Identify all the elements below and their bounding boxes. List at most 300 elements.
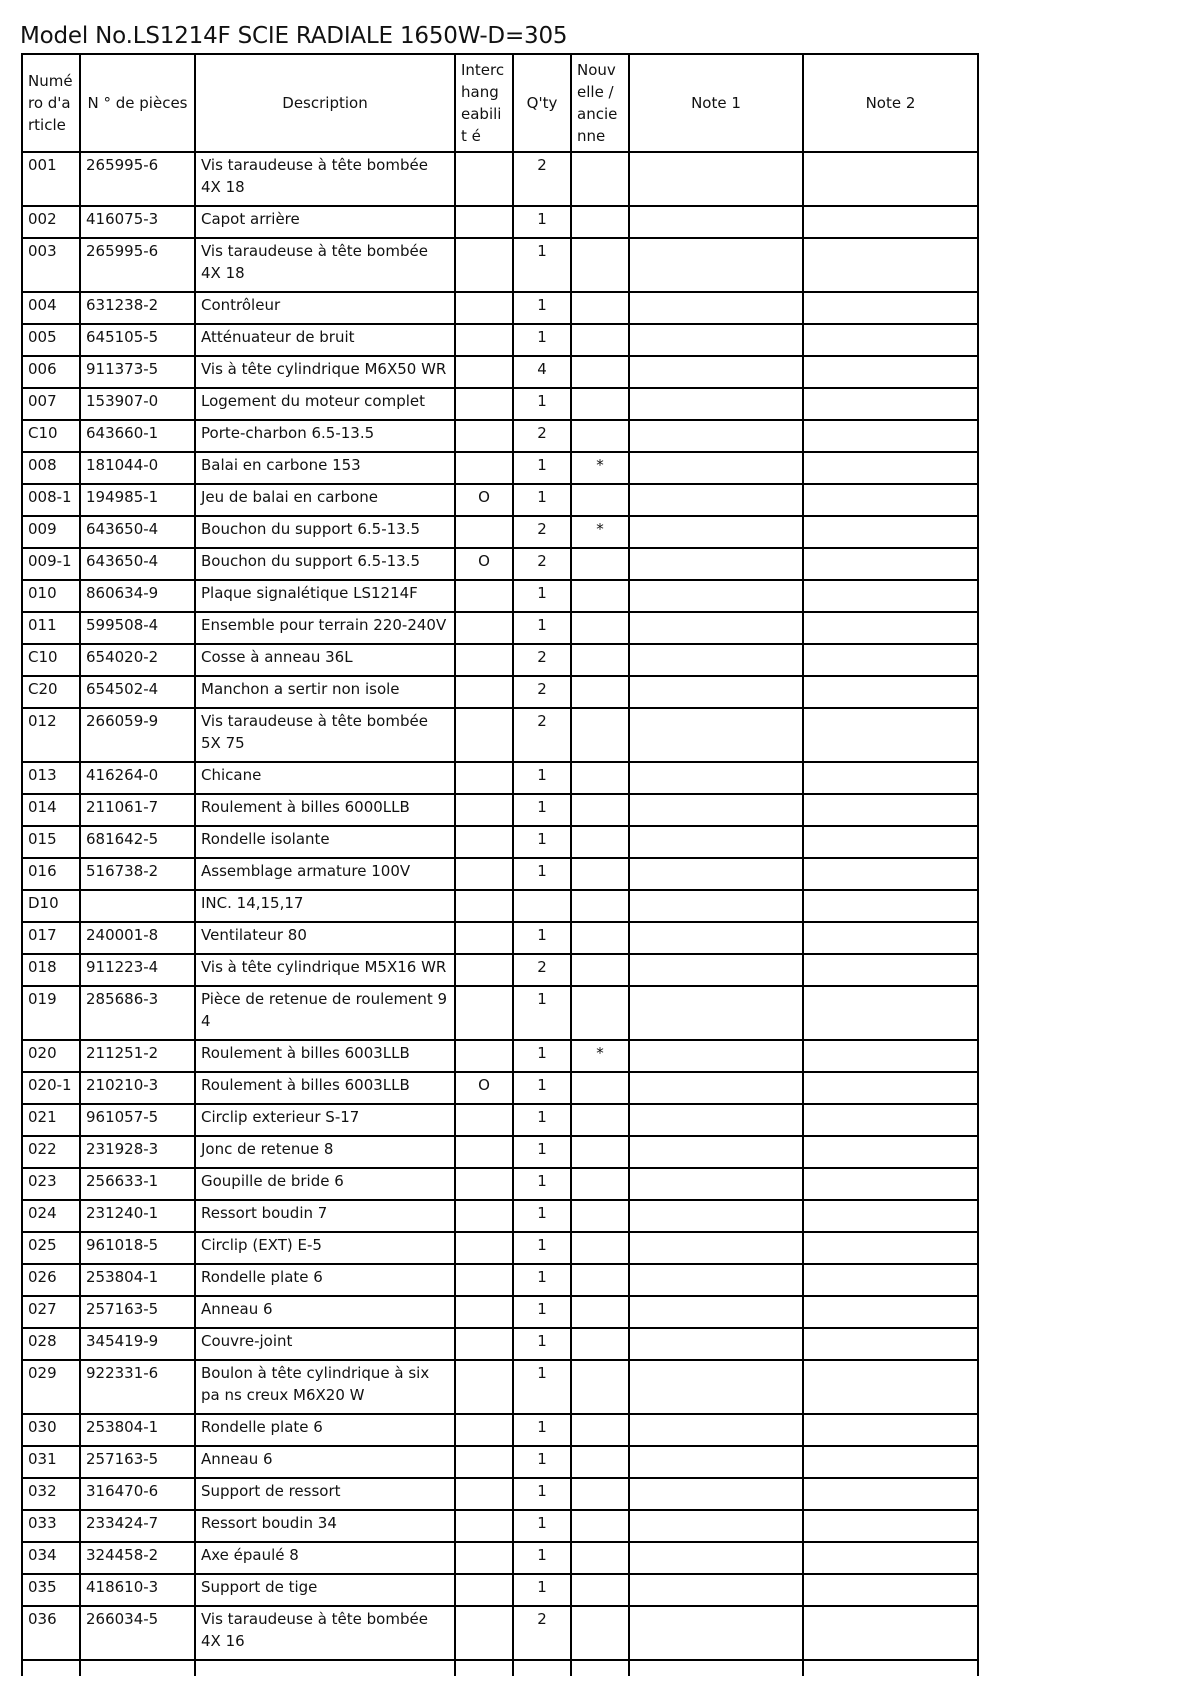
- part-number-cell: 681642-5: [80, 826, 195, 858]
- description-cell: Bouchon du support 6.5-13.5: [195, 516, 455, 548]
- note-2-cell: [803, 1574, 978, 1606]
- item-number-cell: D10: [22, 890, 80, 922]
- note-1-cell: [629, 826, 803, 858]
- part-number-cell: 256633-1: [80, 1168, 195, 1200]
- note-1-cell: [629, 1040, 803, 1072]
- item-number-cell: 022: [22, 1136, 80, 1168]
- interchangeability-cell: [455, 676, 513, 708]
- item-number-cell: 011: [22, 612, 80, 644]
- part-number-cell: 233424-7: [80, 1510, 195, 1542]
- quantity-cell: 1: [513, 1328, 571, 1360]
- new-old-cell: [571, 1478, 629, 1510]
- part-number-cell: 643650-4: [80, 516, 195, 548]
- table-row: [22, 152, 978, 206]
- quantity-cell: 2: [513, 708, 571, 762]
- note-1-cell: [629, 1168, 803, 1200]
- description-cell: Rondelle plate 6: [195, 1264, 455, 1296]
- description-cell: Ventilateur 80: [195, 922, 455, 954]
- item-number-cell: 002: [22, 206, 80, 238]
- note-2-cell: [803, 356, 978, 388]
- note-2-cell: [803, 1606, 978, 1660]
- note-1-cell: [629, 794, 803, 826]
- item-number-cell: 030: [22, 1414, 80, 1446]
- table-row: [22, 1040, 978, 1072]
- note-1-cell: [629, 484, 803, 516]
- item-number-cell: 009-1: [22, 548, 80, 580]
- item-number-cell: 032: [22, 1478, 80, 1510]
- table-row: [22, 238, 978, 292]
- interchangeability-cell: [455, 206, 513, 238]
- interchangeability-cell: [455, 1606, 513, 1660]
- empty-cell: [803, 1660, 978, 1676]
- quantity-cell: 1: [513, 324, 571, 356]
- item-number-cell: 035: [22, 1574, 80, 1606]
- description-cell: Ressort boudin 7: [195, 1200, 455, 1232]
- part-number-cell: 654502-4: [80, 676, 195, 708]
- parts-table: [21, 53, 979, 1676]
- note-2-cell: [803, 484, 978, 516]
- new-old-cell: [571, 1510, 629, 1542]
- new-old-cell: [571, 890, 629, 922]
- note-1-cell: [629, 1478, 803, 1510]
- note-2-cell: [803, 1296, 978, 1328]
- new-old-cell: [571, 794, 629, 826]
- part-number-cell: 240001-8: [80, 922, 195, 954]
- item-number-cell: 001: [22, 152, 80, 206]
- item-number-cell: 020: [22, 1040, 80, 1072]
- item-number-cell: 029: [22, 1360, 80, 1414]
- header-item-number: Numé ro d'a rticle: [22, 54, 80, 152]
- interchangeability-cell: [455, 1328, 513, 1360]
- item-number-cell: 024: [22, 1200, 80, 1232]
- note-1-cell: [629, 152, 803, 206]
- table-row: [22, 1510, 978, 1542]
- description-cell: Vis taraudeuse à tête bombée 4X 18: [195, 152, 455, 206]
- note-2-cell: [803, 1328, 978, 1360]
- note-1-cell: [629, 324, 803, 356]
- header-quantity: Q'ty: [513, 54, 571, 152]
- table-row: [22, 1072, 978, 1104]
- description-cell: Roulement à billes 6003LLB: [195, 1040, 455, 1072]
- item-number-cell: 007: [22, 388, 80, 420]
- note-2-cell: [803, 1264, 978, 1296]
- quantity-cell: 1: [513, 580, 571, 612]
- table-row: [22, 762, 978, 794]
- quantity-cell: 1: [513, 292, 571, 324]
- item-number-cell: 027: [22, 1296, 80, 1328]
- quantity-cell: 1: [513, 986, 571, 1040]
- new-old-cell: [571, 1542, 629, 1574]
- quantity-cell: [513, 890, 571, 922]
- table-row: [22, 1264, 978, 1296]
- item-number-cell: 023: [22, 1168, 80, 1200]
- quantity-cell: 1: [513, 452, 571, 484]
- table-row: [22, 580, 978, 612]
- table-row: [22, 986, 978, 1040]
- quantity-cell: 1: [513, 1542, 571, 1574]
- quantity-cell: 1: [513, 612, 571, 644]
- table-row: [22, 1446, 978, 1478]
- note-2-cell: [803, 1072, 978, 1104]
- note-2-cell: [803, 794, 978, 826]
- note-1-cell: [629, 986, 803, 1040]
- interchangeability-cell: [455, 1200, 513, 1232]
- part-number-cell: 345419-9: [80, 1328, 195, 1360]
- part-number-cell: 153907-0: [80, 388, 195, 420]
- new-old-cell: [571, 1360, 629, 1414]
- part-number-cell: 211251-2: [80, 1040, 195, 1072]
- note-1-cell: [629, 1200, 803, 1232]
- item-number-cell: 005: [22, 324, 80, 356]
- quantity-cell: 2: [513, 420, 571, 452]
- description-cell: Rondelle plate 6: [195, 1414, 455, 1446]
- interchangeability-cell: [455, 420, 513, 452]
- quantity-cell: 2: [513, 548, 571, 580]
- item-number-cell: 016: [22, 858, 80, 890]
- new-old-cell: [571, 922, 629, 954]
- description-cell: Manchon a sertir non isole: [195, 676, 455, 708]
- quantity-cell: 1: [513, 1446, 571, 1478]
- part-number-cell: 265995-6: [80, 238, 195, 292]
- new-old-cell: *: [571, 1040, 629, 1072]
- note-1-cell: [629, 1296, 803, 1328]
- table-row: [22, 858, 978, 890]
- note-2-cell: [803, 1414, 978, 1446]
- quantity-cell: 1: [513, 1478, 571, 1510]
- quantity-cell: 1: [513, 1232, 571, 1264]
- note-1-cell: [629, 548, 803, 580]
- interchangeability-cell: [455, 1104, 513, 1136]
- empty-cell: [22, 1660, 80, 1676]
- new-old-cell: [571, 292, 629, 324]
- new-old-cell: [571, 580, 629, 612]
- quantity-cell: 1: [513, 1168, 571, 1200]
- description-cell: Circlip exterieur S-17: [195, 1104, 455, 1136]
- part-number-cell: 257163-5: [80, 1296, 195, 1328]
- new-old-cell: [571, 1232, 629, 1264]
- table-row: [22, 676, 978, 708]
- quantity-cell: 1: [513, 922, 571, 954]
- part-number-cell: 194985-1: [80, 484, 195, 516]
- interchangeability-cell: [455, 452, 513, 484]
- part-number-cell: 266034-5: [80, 1606, 195, 1660]
- item-number-cell: 012: [22, 708, 80, 762]
- description-cell: Bouchon du support 6.5-13.5: [195, 548, 455, 580]
- description-cell: Vis à tête cylindrique M6X50 WR: [195, 356, 455, 388]
- new-old-cell: [571, 1574, 629, 1606]
- quantity-cell: 1: [513, 762, 571, 794]
- quantity-cell: 2: [513, 152, 571, 206]
- note-1-cell: [629, 238, 803, 292]
- description-cell: Anneau 6: [195, 1296, 455, 1328]
- new-old-cell: [571, 986, 629, 1040]
- note-2-cell: [803, 1168, 978, 1200]
- interchangeability-cell: [455, 1478, 513, 1510]
- table-row: [22, 1104, 978, 1136]
- new-old-cell: [571, 1136, 629, 1168]
- part-number-cell: 643650-4: [80, 548, 195, 580]
- new-old-cell: [571, 1606, 629, 1660]
- description-cell: Support de ressort: [195, 1478, 455, 1510]
- interchangeability-cell: O: [455, 548, 513, 580]
- interchangeability-cell: [455, 1360, 513, 1414]
- table-row-cutoff: [22, 1660, 978, 1676]
- description-cell: Vis taraudeuse à tête bombée 5X 75: [195, 708, 455, 762]
- table-row: [22, 356, 978, 388]
- description-cell: Assemblage armature 100V: [195, 858, 455, 890]
- note-1-cell: [629, 292, 803, 324]
- note-2-cell: [803, 708, 978, 762]
- part-number-cell: 416264-0: [80, 762, 195, 794]
- quantity-cell: 1: [513, 1574, 571, 1606]
- header-note-1: Note 1: [629, 54, 803, 152]
- interchangeability-cell: [455, 708, 513, 762]
- interchangeability-cell: [455, 1510, 513, 1542]
- quantity-cell: 2: [513, 1606, 571, 1660]
- item-number-cell: 008-1: [22, 484, 80, 516]
- quantity-cell: 1: [513, 1264, 571, 1296]
- page-title: Model No.LS1214F SCIE RADIALE 1650W-D=305: [20, 23, 568, 49]
- note-1-cell: [629, 1264, 803, 1296]
- description-cell: Atténuateur de bruit: [195, 324, 455, 356]
- item-number-cell: C20: [22, 676, 80, 708]
- note-2-cell: [803, 1478, 978, 1510]
- note-2-cell: [803, 1446, 978, 1478]
- part-number-cell: 324458-2: [80, 1542, 195, 1574]
- new-old-cell: [571, 1072, 629, 1104]
- interchangeability-cell: [455, 922, 513, 954]
- part-number-cell: 418610-3: [80, 1574, 195, 1606]
- table-row: [22, 1414, 978, 1446]
- new-old-cell: [571, 1104, 629, 1136]
- description-cell: Pièce de retenue de roulement 9 4: [195, 986, 455, 1040]
- part-number-cell: 265995-6: [80, 152, 195, 206]
- note-2-cell: [803, 1200, 978, 1232]
- note-1-cell: [629, 1574, 803, 1606]
- table-row: [22, 922, 978, 954]
- note-1-cell: [629, 1104, 803, 1136]
- note-2-cell: [803, 922, 978, 954]
- description-cell: Logement du moteur complet: [195, 388, 455, 420]
- table-row: [22, 1542, 978, 1574]
- new-old-cell: [571, 238, 629, 292]
- interchangeability-cell: [455, 1040, 513, 1072]
- note-1-cell: [629, 890, 803, 922]
- table-row: [22, 826, 978, 858]
- new-old-cell: [571, 388, 629, 420]
- description-cell: Vis à tête cylindrique M5X16 WR: [195, 954, 455, 986]
- part-number-cell: 961018-5: [80, 1232, 195, 1264]
- quantity-cell: 2: [513, 644, 571, 676]
- quantity-cell: 2: [513, 516, 571, 548]
- interchangeability-cell: [455, 1168, 513, 1200]
- quantity-cell: 1: [513, 484, 571, 516]
- interchangeability-cell: [455, 516, 513, 548]
- item-number-cell: 021: [22, 1104, 80, 1136]
- table-row: [22, 292, 978, 324]
- interchangeability-cell: [455, 1446, 513, 1478]
- item-number-cell: 031: [22, 1446, 80, 1478]
- empty-cell: [629, 1660, 803, 1676]
- note-1-cell: [629, 1446, 803, 1478]
- item-number-cell: 004: [22, 292, 80, 324]
- table-row: [22, 1200, 978, 1232]
- quantity-cell: 4: [513, 356, 571, 388]
- description-cell: Contrôleur: [195, 292, 455, 324]
- table-row: [22, 324, 978, 356]
- item-number-cell: 015: [22, 826, 80, 858]
- part-number-cell: 911373-5: [80, 356, 195, 388]
- table-row: [22, 548, 978, 580]
- description-cell: Ensemble pour terrain 220-240V: [195, 612, 455, 644]
- new-old-cell: *: [571, 452, 629, 484]
- table-row: [22, 1232, 978, 1264]
- item-number-cell: 010: [22, 580, 80, 612]
- table-row: [22, 890, 978, 922]
- note-2-cell: [803, 1360, 978, 1414]
- table-row: [22, 388, 978, 420]
- new-old-cell: [571, 206, 629, 238]
- quantity-cell: 1: [513, 206, 571, 238]
- part-number-cell: 911223-4: [80, 954, 195, 986]
- note-2-cell: [803, 548, 978, 580]
- note-1-cell: [629, 644, 803, 676]
- empty-cell: [571, 1660, 629, 1676]
- note-1-cell: [629, 1328, 803, 1360]
- note-1-cell: [629, 1542, 803, 1574]
- quantity-cell: 1: [513, 1200, 571, 1232]
- header-row: [22, 54, 978, 152]
- table-row: [22, 420, 978, 452]
- new-old-cell: [571, 356, 629, 388]
- note-2-cell: [803, 1232, 978, 1264]
- description-cell: Support de tige: [195, 1574, 455, 1606]
- part-number-cell: 181044-0: [80, 452, 195, 484]
- note-2-cell: [803, 1040, 978, 1072]
- interchangeability-cell: [455, 612, 513, 644]
- empty-cell: [455, 1660, 513, 1676]
- table-row: [22, 954, 978, 986]
- part-number-cell: 266059-9: [80, 708, 195, 762]
- description-cell: Ressort boudin 34: [195, 1510, 455, 1542]
- item-number-cell: 026: [22, 1264, 80, 1296]
- part-number-cell: 645105-5: [80, 324, 195, 356]
- note-2-cell: [803, 644, 978, 676]
- description-cell: Axe épaulé 8: [195, 1542, 455, 1574]
- empty-cell: [80, 1660, 195, 1676]
- quantity-cell: 1: [513, 1104, 571, 1136]
- note-1-cell: [629, 1606, 803, 1660]
- note-2-cell: [803, 324, 978, 356]
- empty-cell: [513, 1660, 571, 1676]
- note-1-cell: [629, 452, 803, 484]
- table-row: [22, 1574, 978, 1606]
- note-2-cell: [803, 986, 978, 1040]
- note-2-cell: [803, 858, 978, 890]
- note-1-cell: [629, 1360, 803, 1414]
- new-old-cell: *: [571, 516, 629, 548]
- note-1-cell: [629, 516, 803, 548]
- interchangeability-cell: O: [455, 484, 513, 516]
- item-number-cell: 036: [22, 1606, 80, 1660]
- note-2-cell: [803, 580, 978, 612]
- table-row: [22, 612, 978, 644]
- note-2-cell: [803, 516, 978, 548]
- empty-cell: [195, 1660, 455, 1676]
- interchangeability-cell: [455, 1136, 513, 1168]
- quantity-cell: 1: [513, 1136, 571, 1168]
- note-1-cell: [629, 206, 803, 238]
- part-number-cell: 643660-1: [80, 420, 195, 452]
- interchangeability-cell: [455, 794, 513, 826]
- new-old-cell: [571, 762, 629, 794]
- part-number-cell: 231928-3: [80, 1136, 195, 1168]
- note-2-cell: [803, 954, 978, 986]
- note-2-cell: [803, 762, 978, 794]
- part-number-cell: 253804-1: [80, 1414, 195, 1446]
- note-1-cell: [629, 954, 803, 986]
- part-number-cell: 253804-1: [80, 1264, 195, 1296]
- interchangeability-cell: [455, 986, 513, 1040]
- new-old-cell: [571, 858, 629, 890]
- table-row: [22, 206, 978, 238]
- description-cell: Roulement à billes 6003LLB: [195, 1072, 455, 1104]
- description-cell: Vis taraudeuse à tête bombée 4X 16: [195, 1606, 455, 1660]
- quantity-cell: 1: [513, 794, 571, 826]
- part-number-cell: 231240-1: [80, 1200, 195, 1232]
- description-cell: Porte-charbon 6.5-13.5: [195, 420, 455, 452]
- note-2-cell: [803, 292, 978, 324]
- interchangeability-cell: [455, 324, 513, 356]
- new-old-cell: [571, 324, 629, 356]
- note-2-cell: [803, 452, 978, 484]
- note-1-cell: [629, 858, 803, 890]
- interchangeability-cell: [455, 238, 513, 292]
- note-1-cell: [629, 1072, 803, 1104]
- table-row: [22, 1478, 978, 1510]
- interchangeability-cell: [455, 858, 513, 890]
- header-new-old: Nouv elle / ancie nne: [571, 54, 629, 152]
- note-1-cell: [629, 1232, 803, 1264]
- interchangeability-cell: [455, 388, 513, 420]
- note-2-cell: [803, 238, 978, 292]
- new-old-cell: [571, 676, 629, 708]
- quantity-cell: 1: [513, 1414, 571, 1446]
- quantity-cell: 1: [513, 826, 571, 858]
- note-1-cell: [629, 1510, 803, 1542]
- table-row: [22, 1136, 978, 1168]
- table-row: [22, 794, 978, 826]
- new-old-cell: [571, 954, 629, 986]
- new-old-cell: [571, 1296, 629, 1328]
- part-number-cell: 922331-6: [80, 1360, 195, 1414]
- new-old-cell: [571, 1200, 629, 1232]
- new-old-cell: [571, 1446, 629, 1478]
- new-old-cell: [571, 1414, 629, 1446]
- quantity-cell: 1: [513, 1510, 571, 1542]
- note-1-cell: [629, 708, 803, 762]
- item-number-cell: 006: [22, 356, 80, 388]
- part-number-cell: 961057-5: [80, 1104, 195, 1136]
- description-cell: Boulon à tête cylindrique à six pa ns creux M6X20 W: [195, 1360, 455, 1414]
- part-number-cell: [80, 890, 195, 922]
- description-cell: Couvre-joint: [195, 1328, 455, 1360]
- new-old-cell: [571, 1328, 629, 1360]
- item-number-cell: C10: [22, 644, 80, 676]
- table-row: [22, 452, 978, 484]
- interchangeability-cell: [455, 1264, 513, 1296]
- new-old-cell: [571, 548, 629, 580]
